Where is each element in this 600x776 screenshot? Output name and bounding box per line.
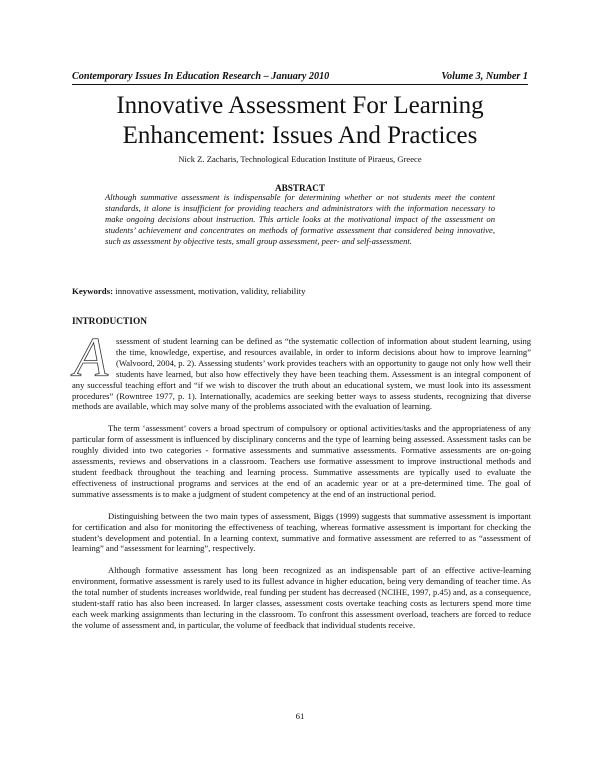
- title-line-2: Enhancement: Issues And Practices: [122, 122, 478, 149]
- introduction-body: [72, 327, 531, 642]
- paragraph-1: [72, 327, 531, 412]
- drop-cap: A: [73, 327, 109, 389]
- paragraph-1-text: ssessment of student learning can be defined as “the systematic collection of information about student learning, using the time, knowledge, expertise, and resources available, in order to inform decisions about how to improve learning” (Walvoord, 2004, p. 2). Assessing students’ work provides teachers with an opportunity to gauge not only how well their students have learned, but also how effectively they have been teaching them. Assessment is an integral component of any successful teaching effort and “if we wish to discover the truth about an educational system, we must look into its assessment procedures” (Rowntree 1977, p. 1). Internationally, academics are seeking better ways to assess students, recognizing that diverse methods are available, which may solve many of the problems associated with the evaluation of learning.: [72, 336, 531, 412]
- paragraph-4: Although formative assessment has long been recognized as an indispensable part of an effective active-learning environment, formative assessment is rarely used to its fullest advance in higher education, being very demanding of teacher time. As the total number of students increases worldwide, real funding per student has decreased (NCIHE, 1997, p.45) and, as a consequence, student-staff ratio has also been increased. In larger classes, assessment costs overtake teaching costs as lecturers spend more time each week marking assignments than lecturing in the classroom. To confront this assessment overload, teachers are forced to reduce the volume of assessment and, in particular, the volume of feedback that individual students receive.: [72, 565, 531, 630]
- abstract-heading: ABSTRACT: [274, 183, 326, 193]
- keywords-label: Keywords:: [72, 286, 114, 296]
- keywords-text: innovative assessment, motivation, validity, reliability: [115, 286, 306, 296]
- paper-title: [72, 91, 528, 151]
- journal-name: Contemporary Issues In Education Research – January 2010: [72, 71, 330, 82]
- paragraph-3: Distinguishing between the two main types of assessment, Biggs (1999) suggests that summative assessment is important for certification and also for monitoring the effectiveness of teaching, whereas formative assessment is important for checking the student’s development and potential. In a learning context, summative and formative assessment are referred to as “assessment of learning” and “assessment for learning”, respectively.: [72, 510, 531, 554]
- page-number: 61: [295, 711, 305, 721]
- keywords: [72, 286, 528, 296]
- title-line-1: Innovative Assessment For Learning: [116, 92, 484, 119]
- volume-number: Volume 3, Number 1: [441, 71, 528, 82]
- running-head: [72, 71, 528, 82]
- paragraph-2: The term ‘assessment’ covers a broad spectrum of compulsory or optional activities/tasks and the appropriateness of any particular form of assessment is influenced by disciplinary concerns and the type of learning being assessed. Assessment tasks can be roughly divided into two categories - formative assessments and summative assessments. Formative assessments are on-going assessments, reviews and observations in a classroom. Teachers use formative assessment to improve instructional methods and student feedback throughout the teaching and learning process. Summative assessments are typically used to evaluate the effectiveness of instructional programs and services at the end of an academic year or at a pre-determined time. The goal of summative assessments is to make a judgment of student competency at the end of an instructional period.: [72, 423, 531, 499]
- author-line: Nick Z. Zacharis, Technological Education Institute of Piraeus, Greece: [178, 154, 422, 164]
- introduction-heading: INTRODUCTION: [72, 317, 148, 327]
- abstract-text: Although summative assessment is indispensable for determining whether or not students meet the content standards, it alone is insufficient for providing teachers and administrators with the information necessary to make ongoing decisions about instruction. This article looks at the motivational impact of the assessment on students’ achievement and concentrates on methods of formative assessment that considered being innovative, such as assessment by objective tests, small group assessment, peer- and self-assessment.: [105, 192, 495, 246]
- header-rule: [72, 84, 528, 85]
